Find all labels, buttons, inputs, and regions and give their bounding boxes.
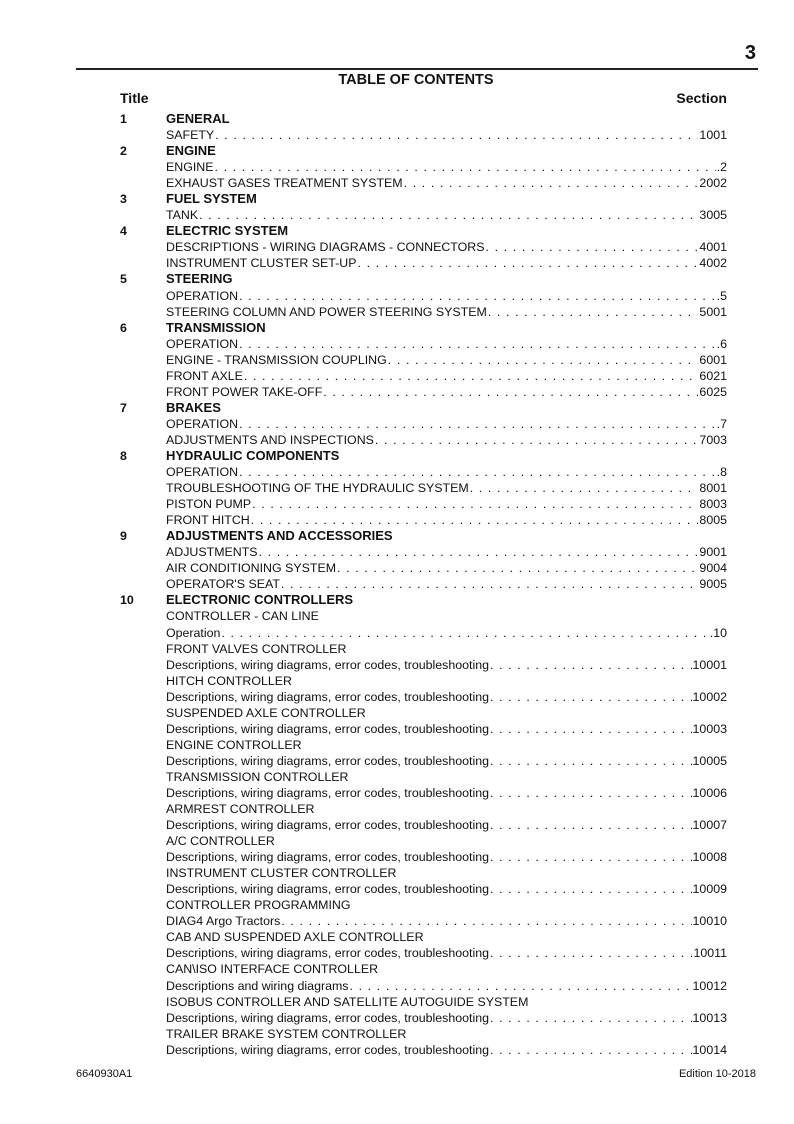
section-column-header: Section xyxy=(676,90,727,106)
toc-entry[interactable] xyxy=(120,785,727,801)
section-number: 10014 xyxy=(692,1042,727,1057)
chapter-number: 8 xyxy=(120,448,127,463)
subheading-label: SUSPENDED AXLE CONTROLLER xyxy=(166,705,366,720)
dot-leader xyxy=(281,576,699,592)
subheading-row xyxy=(120,641,727,657)
dot-leader xyxy=(404,175,699,191)
dot-leader xyxy=(350,978,692,994)
toc-entry[interactable] xyxy=(120,336,727,352)
toc-entry[interactable] xyxy=(120,625,727,641)
chapter-row xyxy=(120,223,727,239)
chapter-row xyxy=(120,592,727,608)
section-number: 6021 xyxy=(699,368,727,383)
subheading-label: A/C CONTROLLER xyxy=(166,834,275,849)
chapter-title: ELECTRIC SYSTEM xyxy=(166,223,289,239)
header-rule xyxy=(76,68,758,70)
dot-leader xyxy=(239,464,716,480)
entry-label: Descriptions, wiring diagrams, error codes, troubleshooting xyxy=(166,882,489,897)
section-number: 9005 xyxy=(699,577,727,592)
toc-entry[interactable] xyxy=(120,368,727,384)
toc-entry[interactable] xyxy=(120,544,727,560)
toc-entry[interactable] xyxy=(120,255,727,271)
chapter-row xyxy=(120,143,727,159)
subheading-label: TRANSMISSION CONTROLLER xyxy=(166,769,349,784)
chapter-row xyxy=(120,191,727,207)
entry-label: Operation xyxy=(166,625,221,640)
page-number: 3 xyxy=(744,42,756,64)
section-number: 10001 xyxy=(692,657,727,672)
subheading-label: TRAILER BRAKE SYSTEM CONTROLLER xyxy=(166,1026,407,1041)
subheading-row xyxy=(120,994,727,1010)
subheading-label: CONTROLLER PROGRAMMING xyxy=(166,898,351,913)
chapter-number: 7 xyxy=(120,400,127,415)
chapter-number: 2 xyxy=(120,144,127,159)
entry-label: AIR CONDITIONING SYSTEM xyxy=(166,561,337,576)
toc-entry[interactable] xyxy=(120,496,727,512)
chapter-title: ENGINE xyxy=(166,143,216,159)
subheading-label: ENGINE CONTROLLER xyxy=(166,737,302,752)
chapter-row xyxy=(120,271,727,287)
section-number: 9004 xyxy=(699,561,727,576)
subheading-row xyxy=(120,897,727,913)
dot-leader xyxy=(490,657,692,673)
chapter-number: 5 xyxy=(120,272,127,287)
toc-entry[interactable] xyxy=(120,945,727,961)
entry-label: Descriptions, wiring diagrams, error codes, troubleshooting xyxy=(166,689,489,704)
dot-leader xyxy=(490,753,692,769)
subheading-row xyxy=(120,1026,727,1042)
entry-label: OPERATION xyxy=(166,336,239,351)
section-number: 4001 xyxy=(699,240,727,255)
section-number: 10012 xyxy=(692,978,727,993)
section-number: 3005 xyxy=(699,208,727,223)
entry-label: OPERATION xyxy=(166,465,239,480)
subheading-label: CAN\ISO INTERFACE CONTROLLER xyxy=(166,962,379,977)
entry-label: ENGINE xyxy=(166,160,214,175)
entry-label: Descriptions, wiring diagrams, error codes, troubleshooting xyxy=(166,753,489,768)
dot-leader xyxy=(251,512,699,528)
toc-entry[interactable] xyxy=(120,239,727,255)
entry-label: ENGINE - TRANSMISSION COUPLING xyxy=(166,352,387,367)
dot-leader xyxy=(488,304,699,320)
toc-entry[interactable] xyxy=(120,416,727,432)
chapter-title: ELECTRONIC CONTROLLERS xyxy=(166,592,354,608)
section-number: 4002 xyxy=(699,256,727,271)
section-number: 10008 xyxy=(692,850,727,865)
dot-leader xyxy=(490,945,692,961)
chapter-row xyxy=(120,448,727,464)
dot-leader xyxy=(221,625,708,641)
section-number: 9001 xyxy=(699,545,727,560)
chapter-title: TRANSMISSION xyxy=(166,319,266,335)
toc-entry[interactable] xyxy=(120,576,727,592)
chapter-number: 4 xyxy=(120,224,127,239)
entry-label: SAFETY xyxy=(166,128,215,143)
entry-label: OPERATION xyxy=(166,416,239,431)
toc-entry[interactable] xyxy=(120,480,727,496)
section-number: 7003 xyxy=(699,432,727,447)
chapter-number: 1 xyxy=(120,112,127,126)
subheading-row xyxy=(120,929,727,945)
chapter-number: 9 xyxy=(120,529,127,544)
chapter-title: ADJUSTMENTS AND ACCESSORIES xyxy=(166,528,393,544)
section-number: 6025 xyxy=(699,384,727,399)
chapter-title: STEERING xyxy=(166,271,233,287)
toc-entry[interactable] xyxy=(120,288,727,304)
toc-list xyxy=(120,111,727,1058)
section-number: .6 xyxy=(716,336,727,351)
toc-entry[interactable] xyxy=(120,849,727,865)
dot-leader xyxy=(215,127,698,143)
entry-label: ADJUSTMENTS AND INSPECTIONS xyxy=(166,432,374,447)
section-number: .8 xyxy=(716,465,727,480)
section-number: 10005 xyxy=(692,753,727,768)
dot-leader xyxy=(337,560,698,576)
section-number: .10 xyxy=(709,625,727,640)
toc-entry[interactable] xyxy=(120,1042,727,1058)
subheading-row xyxy=(120,673,727,689)
subheading-label: CONTROLLER - CAN LINE xyxy=(166,609,319,624)
toc-entry[interactable] xyxy=(120,352,727,368)
chapter-row xyxy=(120,528,727,544)
dot-leader xyxy=(239,416,716,432)
dot-leader xyxy=(375,432,699,448)
chapter-number: 10 xyxy=(120,593,134,608)
chapter-title: BRAKES xyxy=(166,399,221,415)
entry-label: FRONT POWER TAKE-OFF xyxy=(166,384,323,399)
dot-leader xyxy=(215,159,716,175)
toc-entry[interactable] xyxy=(120,384,727,400)
entry-label: ADJUSTMENTS xyxy=(166,545,258,560)
toc-entry[interactable] xyxy=(120,432,727,448)
entry-label: TROUBLESHOOTING OF THE HYDRAULIC SYSTEM xyxy=(166,481,469,496)
section-number: 10007 xyxy=(692,818,727,833)
subheading-row xyxy=(120,769,727,785)
entry-label: EXHAUST GASES TREATMENT SYSTEM xyxy=(166,176,403,191)
chapter-number: 6 xyxy=(120,320,127,335)
dot-leader xyxy=(490,817,692,833)
entry-label: Descriptions, wiring diagrams, error codes, troubleshooting xyxy=(166,850,489,865)
entry-label: Descriptions, wiring diagrams, error codes, troubleshooting xyxy=(166,785,489,800)
section-number: 8005 xyxy=(699,513,727,528)
section-number: .7 xyxy=(716,416,727,431)
dot-leader xyxy=(486,239,699,255)
entry-label: Descriptions, wiring diagrams, error codes, troubleshooting xyxy=(166,818,489,833)
entry-label: INSTRUMENT CLUSTER SET-UP xyxy=(166,256,357,271)
dot-leader xyxy=(490,785,692,801)
subheading-label: INSTRUMENT CLUSTER CONTROLLER xyxy=(166,866,397,881)
dot-leader xyxy=(490,689,692,705)
subheading-label: HITCH CONTROLLER xyxy=(166,673,292,688)
dot-leader xyxy=(281,913,691,929)
dot-leader xyxy=(470,480,699,496)
dot-leader xyxy=(490,721,692,737)
toc-entry[interactable] xyxy=(120,721,727,737)
chapter-row xyxy=(120,320,727,336)
entry-label: Descriptions, wiring diagrams, error codes, troubleshooting xyxy=(166,657,489,672)
toc-entry[interactable] xyxy=(120,689,727,705)
entry-label: TANK xyxy=(166,208,199,223)
section-number: 8003 xyxy=(699,497,727,512)
section-number: 2002 xyxy=(699,176,727,191)
subheading-row xyxy=(120,737,727,753)
dot-leader xyxy=(199,207,698,223)
entry-label: FRONT HITCH xyxy=(166,513,250,528)
dot-leader xyxy=(490,881,692,897)
subheading-row xyxy=(120,705,727,721)
dot-leader xyxy=(490,1010,692,1026)
dot-leader xyxy=(490,1042,692,1058)
section-number: 10010 xyxy=(692,914,727,929)
section-number: 10009 xyxy=(692,882,727,897)
title-column-header: Title xyxy=(120,90,149,106)
toc-entry[interactable] xyxy=(120,978,727,994)
subheading-label: ISOBUS CONTROLLER AND SATELLITE AUTOGUIDE SYSTEM xyxy=(166,994,529,1009)
entry-label: STEERING COLUMN AND POWER STEERING SYSTEM xyxy=(166,304,487,319)
section-number: 1001 xyxy=(699,128,727,143)
toc-entry[interactable] xyxy=(120,207,727,223)
subheading-row xyxy=(120,608,727,624)
dot-leader xyxy=(239,336,716,352)
dot-leader xyxy=(252,496,698,512)
entry-label: OPERATOR'S SEAT xyxy=(166,577,280,592)
toc-entry[interactable] xyxy=(120,560,727,576)
chapter-title: GENERAL xyxy=(166,111,230,126)
subheading-row xyxy=(120,833,727,849)
subheading-row xyxy=(120,961,727,977)
entry-label: Descriptions and wiring diagrams xyxy=(166,978,349,993)
entry-label: DIAG4 Argo Tractors xyxy=(166,914,281,929)
section-number: 10006 xyxy=(692,785,727,800)
chapter-row xyxy=(120,400,727,416)
section-number: 8001 xyxy=(699,481,727,496)
subheading-row xyxy=(120,865,727,881)
section-number: 10013 xyxy=(692,1010,727,1025)
chapter-row xyxy=(120,111,727,127)
entry-label: FRONT AXLE xyxy=(166,368,243,383)
dot-leader xyxy=(323,384,698,400)
entry-label: DESCRIPTIONS - WIRING DIAGRAMS - CONNECTORS xyxy=(166,240,485,255)
toc-entry[interactable] xyxy=(120,657,727,673)
dot-leader xyxy=(388,352,699,368)
dot-leader xyxy=(239,288,716,304)
section-number: 5001 xyxy=(699,304,727,319)
section-number: .5 xyxy=(716,288,727,303)
toc-entry[interactable] xyxy=(120,175,727,191)
toc-title: TABLE OF CONTENTS xyxy=(338,72,494,88)
dot-leader xyxy=(244,368,699,384)
entry-label: OPERATION xyxy=(166,288,239,303)
toc-entry[interactable] xyxy=(120,464,727,480)
section-number: 6001 xyxy=(699,352,727,367)
subheading-row xyxy=(120,801,727,817)
entry-label: Descriptions, wiring diagrams, error codes, troubleshooting xyxy=(166,1010,489,1025)
section-number: 10003 xyxy=(692,721,727,736)
section-number: 10002 xyxy=(692,689,727,704)
toc-entry[interactable] xyxy=(120,913,727,929)
chapter-number: 3 xyxy=(120,192,127,207)
toc-entry[interactable] xyxy=(120,304,727,320)
entry-label: PISTON PUMP xyxy=(166,497,252,512)
document-code: 6640930A1 xyxy=(76,1068,133,1080)
subheading-label: ARMREST CONTROLLER xyxy=(166,802,315,817)
chapter-title: HYDRAULIC COMPONENTS xyxy=(166,447,340,463)
section-number: .2 xyxy=(716,160,727,175)
toc-entry[interactable] xyxy=(120,127,727,143)
dot-leader xyxy=(357,255,698,271)
chapter-title: FUEL SYSTEM xyxy=(166,191,257,207)
dot-leader xyxy=(259,544,699,560)
toc-entry[interactable] xyxy=(120,512,727,528)
toc-entry[interactable] xyxy=(120,159,727,175)
edition-label: Edition 10-2018 xyxy=(678,1068,756,1080)
entry-label: Descriptions, wiring diagrams, error codes, troubleshooting xyxy=(166,721,489,736)
toc-entry[interactable] xyxy=(120,817,727,833)
toc-entry[interactable] xyxy=(120,881,727,897)
toc-entry[interactable] xyxy=(120,1010,727,1026)
entry-label: Descriptions, wiring diagrams, error codes, troubleshooting xyxy=(166,1042,489,1057)
dot-leader xyxy=(490,849,692,865)
section-number: 10011 xyxy=(693,946,727,961)
entry-label: Descriptions, wiring diagrams, error codes, troubleshooting xyxy=(166,946,489,961)
subheading-label: CAB AND SUSPENDED AXLE CONTROLLER xyxy=(166,930,424,945)
toc-entry[interactable] xyxy=(120,753,727,769)
subheading-label: FRONT VALVES CONTROLLER xyxy=(166,641,347,656)
